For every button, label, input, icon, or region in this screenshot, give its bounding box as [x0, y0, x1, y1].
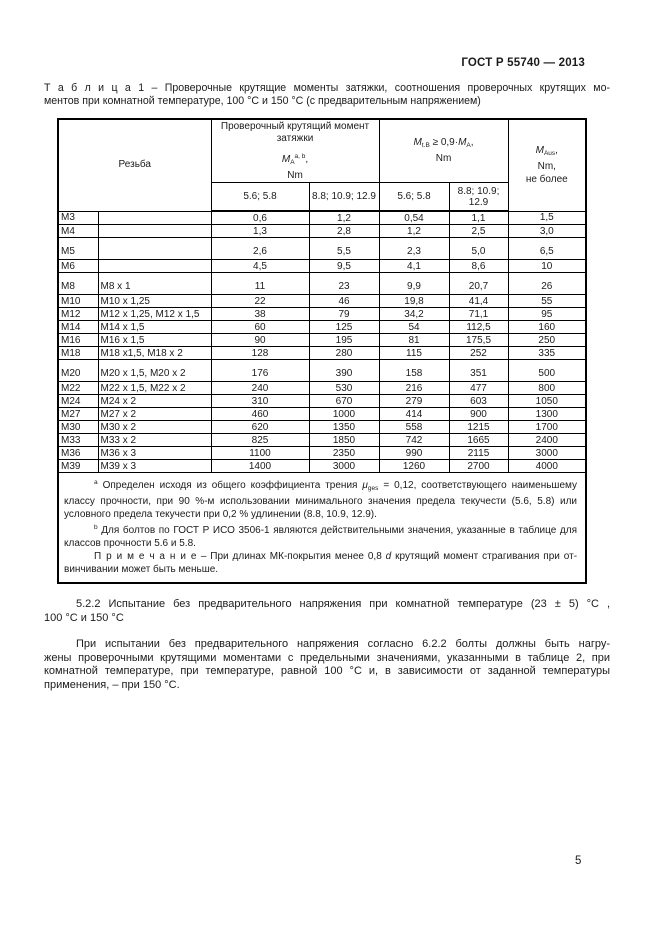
torque-value-cell: 2,3 — [379, 238, 449, 260]
table-row — [58, 395, 586, 408]
table-row — [58, 295, 586, 308]
thread-size-cell: M8 — [58, 273, 98, 295]
header-row — [58, 119, 586, 183]
thread-size-cell: M10 — [58, 295, 98, 308]
torque-value-cell: 4,1 — [379, 260, 449, 273]
torque-value-cell: 128 — [211, 347, 309, 360]
torque-value-cell: 41,4 — [449, 295, 508, 308]
torque-value-cell: 115 — [379, 347, 449, 360]
torque-value-cell: 26 — [508, 273, 586, 295]
maus-formula: $M_{Aus}$, — [535, 144, 558, 157]
table-row — [58, 238, 586, 260]
torque-value-cell: 160 — [508, 321, 586, 334]
torque-value-cell: 1,5 — [508, 211, 586, 225]
maus-unit: Nm, — [537, 160, 556, 172]
torque-value-cell: 279 — [379, 395, 449, 408]
torque-value-cell: 10 — [508, 260, 586, 273]
torque-value-cell: 6,5 — [508, 238, 586, 260]
thread-size-cell: M39 — [58, 460, 98, 473]
torque-value-cell: 9,5 — [309, 260, 379, 273]
table-head — [58, 119, 586, 211]
table-body — [58, 211, 586, 473]
torque-value-cell: 1215 — [449, 421, 508, 434]
thread-size-cell: M36 — [58, 447, 98, 460]
thread-size-cell: M5 — [58, 238, 98, 260]
table-caption — [44, 82, 610, 108]
text-line: ментов при комнатной температуре, 100 °С и 150 °С (с предварительным напряжением) — [44, 95, 481, 107]
table-row — [58, 225, 586, 238]
torque-value-cell: 20,7 — [449, 273, 508, 295]
table-row — [58, 334, 586, 347]
torque-value-cell: 603 — [449, 395, 508, 408]
thread-size-cell: M20 — [58, 360, 98, 382]
torque-value-cell: 742 — [379, 434, 449, 447]
torque-value-cell: 414 — [379, 408, 449, 421]
torque-value-cell: 4,5 — [211, 260, 309, 273]
thread-variant-cell: M33 x 2 — [98, 434, 211, 447]
torque-value-cell: 22 — [211, 295, 309, 308]
torque-value-cell: 112,5 — [449, 321, 508, 334]
table-row — [58, 382, 586, 395]
torque-value-cell: 38 — [211, 308, 309, 321]
torque-value-cell: 990 — [379, 447, 449, 460]
torque-value-cell: 1000 — [309, 408, 379, 421]
torque-value-cell: 158 — [379, 360, 449, 382]
table-row — [58, 408, 586, 421]
torque-value-cell: 1,3 — [211, 225, 309, 238]
torque-value-cell: 3000 — [309, 460, 379, 473]
thread-size-cell: M24 — [58, 395, 98, 408]
thread-size-cell: M18 — [58, 347, 98, 360]
footnote-a: $^a$ Определен исходя из общего коэффициента трения $\mu_{ges} = 0,12$, соответствующего наименьшему классу прочности, при 90 %-м использовании минимального значения предела текучести (5.6, 5.8) или условного предела текучести при 0,2 % удлинении (8.8, 10.9, 12.9). — [64, 479, 578, 520]
thread-variant-cell: M27 x 2 — [98, 408, 211, 421]
torque-value-cell: 500 — [508, 360, 586, 382]
thread-variant-cell: M30 x 2 — [98, 421, 211, 434]
torque-value-cell: 1350 — [309, 421, 379, 434]
torque-value-cell: 1300 — [508, 408, 586, 421]
thread-variant-cell — [98, 260, 211, 273]
footnote-b: $^b$ Для болтов по ГОСТ Р ИСО 3506-1 являются действительными значения, указанные в таблице для классов прочности 5.6 и 5.8. — [64, 524, 578, 549]
table-row — [58, 460, 586, 473]
torque-value-cell: 1400 — [211, 460, 309, 473]
torque-value-cell: 3,0 — [508, 225, 586, 238]
thread-size-cell: M4 — [58, 225, 98, 238]
col-header-ma — [211, 119, 379, 183]
thread-variant-cell: M14 x 1,5 — [98, 321, 211, 334]
torque-value-cell: 530 — [309, 382, 379, 395]
thread-size-cell: M6 — [58, 260, 98, 273]
thread-size-cell: M3 — [58, 211, 98, 225]
torque-value-cell: 310 — [211, 395, 309, 408]
thread-variant-cell — [98, 238, 211, 260]
page-number: 5 — [575, 855, 582, 867]
torque-value-cell: 8,6 — [449, 260, 508, 273]
col-header-maus — [508, 119, 586, 211]
thread-size-cell: M33 — [58, 434, 98, 447]
torque-value-cell: 0,6 — [211, 211, 309, 225]
table-row — [58, 260, 586, 273]
torque-value-cell: 825 — [211, 434, 309, 447]
table-row — [58, 434, 586, 447]
torque-value-cell: 1665 — [449, 434, 508, 447]
torque-value-cell: 477 — [449, 382, 508, 395]
maus-limit: не более — [525, 173, 568, 185]
table-row — [58, 273, 586, 295]
text-line: 100 °С и 150 °С — [44, 611, 124, 624]
torque-value-cell: 90 — [211, 334, 309, 347]
torque-value-cell: 620 — [211, 421, 309, 434]
torque-value-cell: 1700 — [508, 421, 586, 434]
torque-value-cell: 460 — [211, 408, 309, 421]
torque-value-cell: 46 — [309, 295, 379, 308]
torque-value-cell: 195 — [309, 334, 379, 347]
torque-value-cell: 558 — [379, 421, 449, 434]
text-line: комнатной температуре, при температуре, равной 100 °С и, в зависимости от заданной температуры — [44, 665, 610, 678]
torque-value-cell: 2400 — [508, 434, 586, 447]
torque-value-cell: 252 — [449, 347, 508, 360]
thread-size-cell: M14 — [58, 321, 98, 334]
torque-value-cell: 9,9 — [379, 273, 449, 295]
torque-value-cell: 79 — [309, 308, 379, 321]
torque-value-cell: 95 — [508, 308, 586, 321]
mtb-formula: $M_{t.B} \ge 0,9\cdot M_A$, — [413, 137, 474, 149]
torque-value-cell: 11 — [211, 273, 309, 295]
subheader-class: 5.6; 5.8 — [379, 183, 449, 212]
footnotes-cell — [58, 473, 586, 584]
torque-value-cell: 1100 — [211, 447, 309, 460]
torque-value-cell: 175,5 — [449, 334, 508, 347]
torque-value-cell: 2,6 — [211, 238, 309, 260]
thread-variant-cell — [98, 225, 211, 238]
table-row — [58, 321, 586, 334]
torque-value-cell: 2,8 — [309, 225, 379, 238]
torque-value-cell: 19,8 — [379, 295, 449, 308]
torque-value-cell: 71,1 — [449, 308, 508, 321]
footnotes-row — [58, 473, 586, 584]
torque-value-cell: 250 — [508, 334, 586, 347]
torque-value-cell: 125 — [309, 321, 379, 334]
thread-variant-cell: M20 x 1,5, M20 x 2 — [98, 360, 211, 382]
torque-value-cell: 2,5 — [449, 225, 508, 238]
torque-value-cell: 5,5 — [309, 238, 379, 260]
table-note: П р и м е ч а н и е – При длинах МК-покрытия менее 0,8 d крутящий момент страгивания при отвинчивании может быть меньше. — [64, 551, 578, 575]
ma-unit: Nm — [287, 169, 303, 181]
torque-value-cell: 54 — [379, 321, 449, 334]
table-row — [58, 308, 586, 321]
table-row — [58, 347, 586, 360]
torque-value-cell: 34,2 — [379, 308, 449, 321]
subheader-class: 8.8; 10.9; 12.9 — [309, 183, 379, 212]
col-header-thread: Резьба — [58, 119, 211, 211]
table-row — [58, 447, 586, 460]
torque-value-cell: 1,2 — [309, 211, 379, 225]
paragraph-5-2-2-heading — [44, 598, 610, 625]
thread-variant-cell: M8 x 1 — [98, 273, 211, 295]
torque-value-cell: 670 — [309, 395, 379, 408]
col-header-mtb — [379, 119, 508, 183]
torque-value-cell: 351 — [449, 360, 508, 382]
torque-value-cell: 800 — [508, 382, 586, 395]
torque-value-cell: 0,54 — [379, 211, 449, 225]
thread-size-cell: M16 — [58, 334, 98, 347]
thread-size-cell: M27 — [58, 408, 98, 421]
torque-value-cell: 60 — [211, 321, 309, 334]
torque-value-cell: 1050 — [508, 395, 586, 408]
torque-value-cell: 280 — [309, 347, 379, 360]
torque-value-cell: 390 — [309, 360, 379, 382]
thread-variant-cell: M16 x 1,5 — [98, 334, 211, 347]
thread-variant-cell: M36 x 3 — [98, 447, 211, 460]
table-row — [58, 360, 586, 382]
torque-table — [57, 118, 587, 584]
torque-value-cell: 335 — [508, 347, 586, 360]
torque-value-cell: 2115 — [449, 447, 508, 460]
torque-value-cell: 1,1 — [449, 211, 508, 225]
paragraph-5-2-2-body — [44, 638, 610, 692]
torque-value-cell: 2350 — [309, 447, 379, 460]
torque-value-cell: 1,2 — [379, 225, 449, 238]
thread-size-cell: M30 — [58, 421, 98, 434]
thread-variant-cell: M12 x 1,25, M12 x 1,5 — [98, 308, 211, 321]
table-row — [58, 421, 586, 434]
thread-size-cell: M22 — [58, 382, 98, 395]
torque-value-cell: 176 — [211, 360, 309, 382]
text-line: 5.2.2 Испытание без предварительного напряжения при комнатной температуре (23 ± 5) °С , — [76, 598, 610, 610]
torque-value-cell: 23 — [309, 273, 379, 295]
text-line: применения, – при 150 °С. — [44, 678, 180, 691]
torque-value-cell: 55 — [508, 295, 586, 308]
table-row — [58, 211, 586, 225]
doc-code: ГОСТ Р 55740 — 2013 — [461, 57, 585, 69]
subheader-class: 5.6; 5.8 — [211, 183, 309, 212]
thread-variant-cell: M22 x 1,5, M22 x 2 — [98, 382, 211, 395]
thread-size-cell: M12 — [58, 308, 98, 321]
torque-value-cell: 216 — [379, 382, 449, 395]
thread-variant-cell: M39 x 3 — [98, 460, 211, 473]
thread-variant-cell: M10 x 1,25 — [98, 295, 211, 308]
thread-variant-cell: M18 x1,5, M18 x 2 — [98, 347, 211, 360]
ma-title: Проверочный крутящий момент затяжки — [220, 120, 370, 144]
torque-value-cell: 1850 — [309, 434, 379, 447]
ma-formula: $M_A^{a, b}$, — [281, 152, 309, 166]
torque-value-cell: 2700 — [449, 460, 508, 473]
torque-value-cell: 5,0 — [449, 238, 508, 260]
thread-variant-cell — [98, 211, 211, 225]
torque-value-cell: 81 — [379, 334, 449, 347]
mtb-unit: Nm — [435, 153, 452, 164]
torque-value-cell: 1260 — [379, 460, 449, 473]
text-line: жены проверочными крутящими моментами с предельными значениями, указанными в таблице 2, при — [44, 651, 610, 664]
torque-value-cell: 240 — [211, 382, 309, 395]
torque-value-cell: 4000 — [508, 460, 586, 473]
subheader-class: 8.8; 10.9; 12.9 — [449, 183, 508, 212]
torque-value-cell: 900 — [449, 408, 508, 421]
torque-value-cell: 3000 — [508, 447, 586, 460]
thread-variant-cell: M24 x 2 — [98, 395, 211, 408]
text-line: При испытании без предварительного напряжения согласно 6.2.2 болты должны быть нагру- — [76, 638, 610, 651]
text-line: Т а б л и ц а 1 – Проверочные крутящие моменты затяжки, соотношения проверочных крутящих мо- — [44, 82, 610, 94]
